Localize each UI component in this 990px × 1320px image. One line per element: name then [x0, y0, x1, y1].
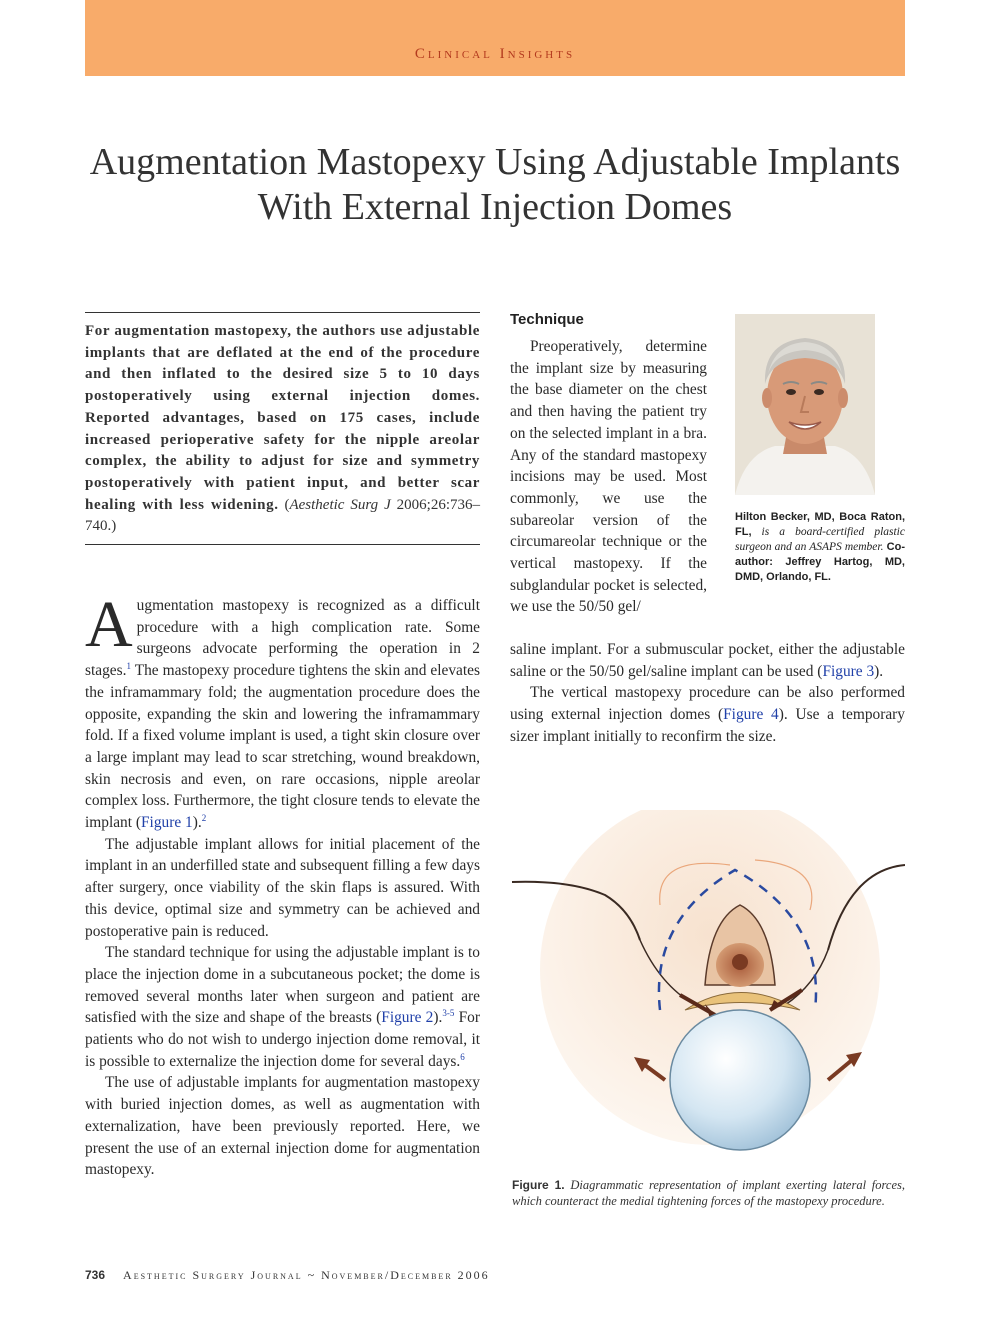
figure-3-link[interactable]: Figure 3: [822, 662, 875, 680]
abstract-citation: (Aesthetic Surg J 2006;26:736–740.): [85, 496, 480, 535]
page-number: 736: [85, 1268, 106, 1282]
citation-6[interactable]: 6: [460, 1051, 465, 1062]
figure-1-link[interactable]: Figure 1: [141, 814, 193, 832]
citation-3-5[interactable]: 3-5: [442, 1008, 455, 1019]
figure-1-illustration: [510, 810, 905, 1175]
article-title: Augmentation Mastopexy Using Adjustable Implants With External Injection Domes: [89, 141, 901, 228]
paragraph-4: The use of adjustable implants for augmentation mastopexy with buried injection domes, as well as augmentation with externalization, have been previously reported. Here, we present the use of an external injection dome for augmentation mastopexy.: [85, 1074, 480, 1179]
abstract: [85, 312, 480, 545]
paragraph-3: The standard technique for using the adjustable implant is to place the injection dome in a subcutaneous pocket; the dome is removed several months later when surgeon and patient are satisfied with the size and shape of the breasts (Figure 2).$^{3-5}$ For patients who do not wish to undergo injection dome removal, it is possible to externalize the injection dome for several days.$^6$: [85, 944, 480, 1070]
citation-2[interactable]: 2: [201, 812, 207, 823]
figure-2-link[interactable]: Figure 2: [381, 1009, 434, 1027]
figure-4-link[interactable]: Figure 4: [723, 706, 779, 724]
paragraph-2: The adjustable implant allows for initial placement of the implant in an underfilled state and subsequent filling a few days after surgery, once viability of the skin flaps is assured. With this device, optimal size and symmetry can be achieved and postoperative pain is reduced.: [85, 835, 480, 940]
body-left-column: [85, 588, 480, 1181]
body-right-wide: [510, 639, 905, 748]
journal-name: Aesthetic Surgery Journal ~ November/December 2006: [123, 1268, 490, 1282]
author-caption: Hilton Becker, MD, Boca Raton, FL, is a board-certified plastic surgeon and an ASAPS member. Co-author: Jeffrey Hartog, MD, DMD, Orlando, FL.: [735, 511, 905, 583]
section-heading-technique: Technique: [510, 311, 584, 328]
citation-1[interactable]: 1: [126, 660, 131, 671]
technique-paragraph-2: The vertical mastopexy procedure can be also performed using external injection domes (Figure 4). Use a temporary sizer implant initially to reconfirm the size.: [510, 684, 906, 745]
paragraph-intro: Augmentation mastopexy is recognized as a difficult procedure with a high complication rate. Some surgeons advocate performing the operation in 2 stages.$^1$ The mastopexy procedure tightens the skin and elevates the inframammary fold; the augmentation procedure does the opposite, expanding the skin and lowering the inframammary fold. If a fixed volume implant is used, a tight skin closure over a large implant may lead to scar stretching, wound breakdown, skin necrosis and even, on rare occasions, nipple areolar complex loss. Furthermore, the tight closure tends to elevate the implant (Figure 1).$^2$: [85, 588, 480, 832]
technique-paragraph-1: Preoperatively, determine the implant size by measuring the base diameter on the chest and then having the patient try on the selected implant in a bra. Any of the standard mastopexy incisions may be used. Most commonly, we use the subareolar version of the circumareolar technique or the vertical mastopexy. If the subglandular pocket is selected, we use the 50/50 gel/: [510, 338, 707, 616]
page-footer: [85, 1268, 490, 1283]
section-label: Clinical Insights: [414, 46, 576, 62]
section-banner: [85, 0, 905, 76]
technique-paragraph-1-cont: saline implant. For a submuscular pocket, either the adjustable saline or the 50/50 gel/saline implant can be used (Figure 3).: [510, 641, 905, 680]
figure-1-caption: Figure 1. Diagrammatic representation of implant exerting lateral forces, which counteract the medial tightening forces of the mastopexy procedure.: [512, 1178, 905, 1208]
abstract-text: For augmentation mastopexy, the authors use adjustable implants that are deflated at the end of the procedure and then inflated to the desired size 5 to 10 days postoperatively using external injection domes. Reported advantages, based on 175 cases, include increased perioperative safety for the nipple areolar complex, the ability to adjust for size and symmetry postoperatively with patient input, and better scar healing with less widening.: [85, 323, 480, 513]
body-right-narrow: [510, 336, 707, 618]
drop-cap: A: [85, 588, 133, 661]
author-photo: [735, 314, 875, 495]
